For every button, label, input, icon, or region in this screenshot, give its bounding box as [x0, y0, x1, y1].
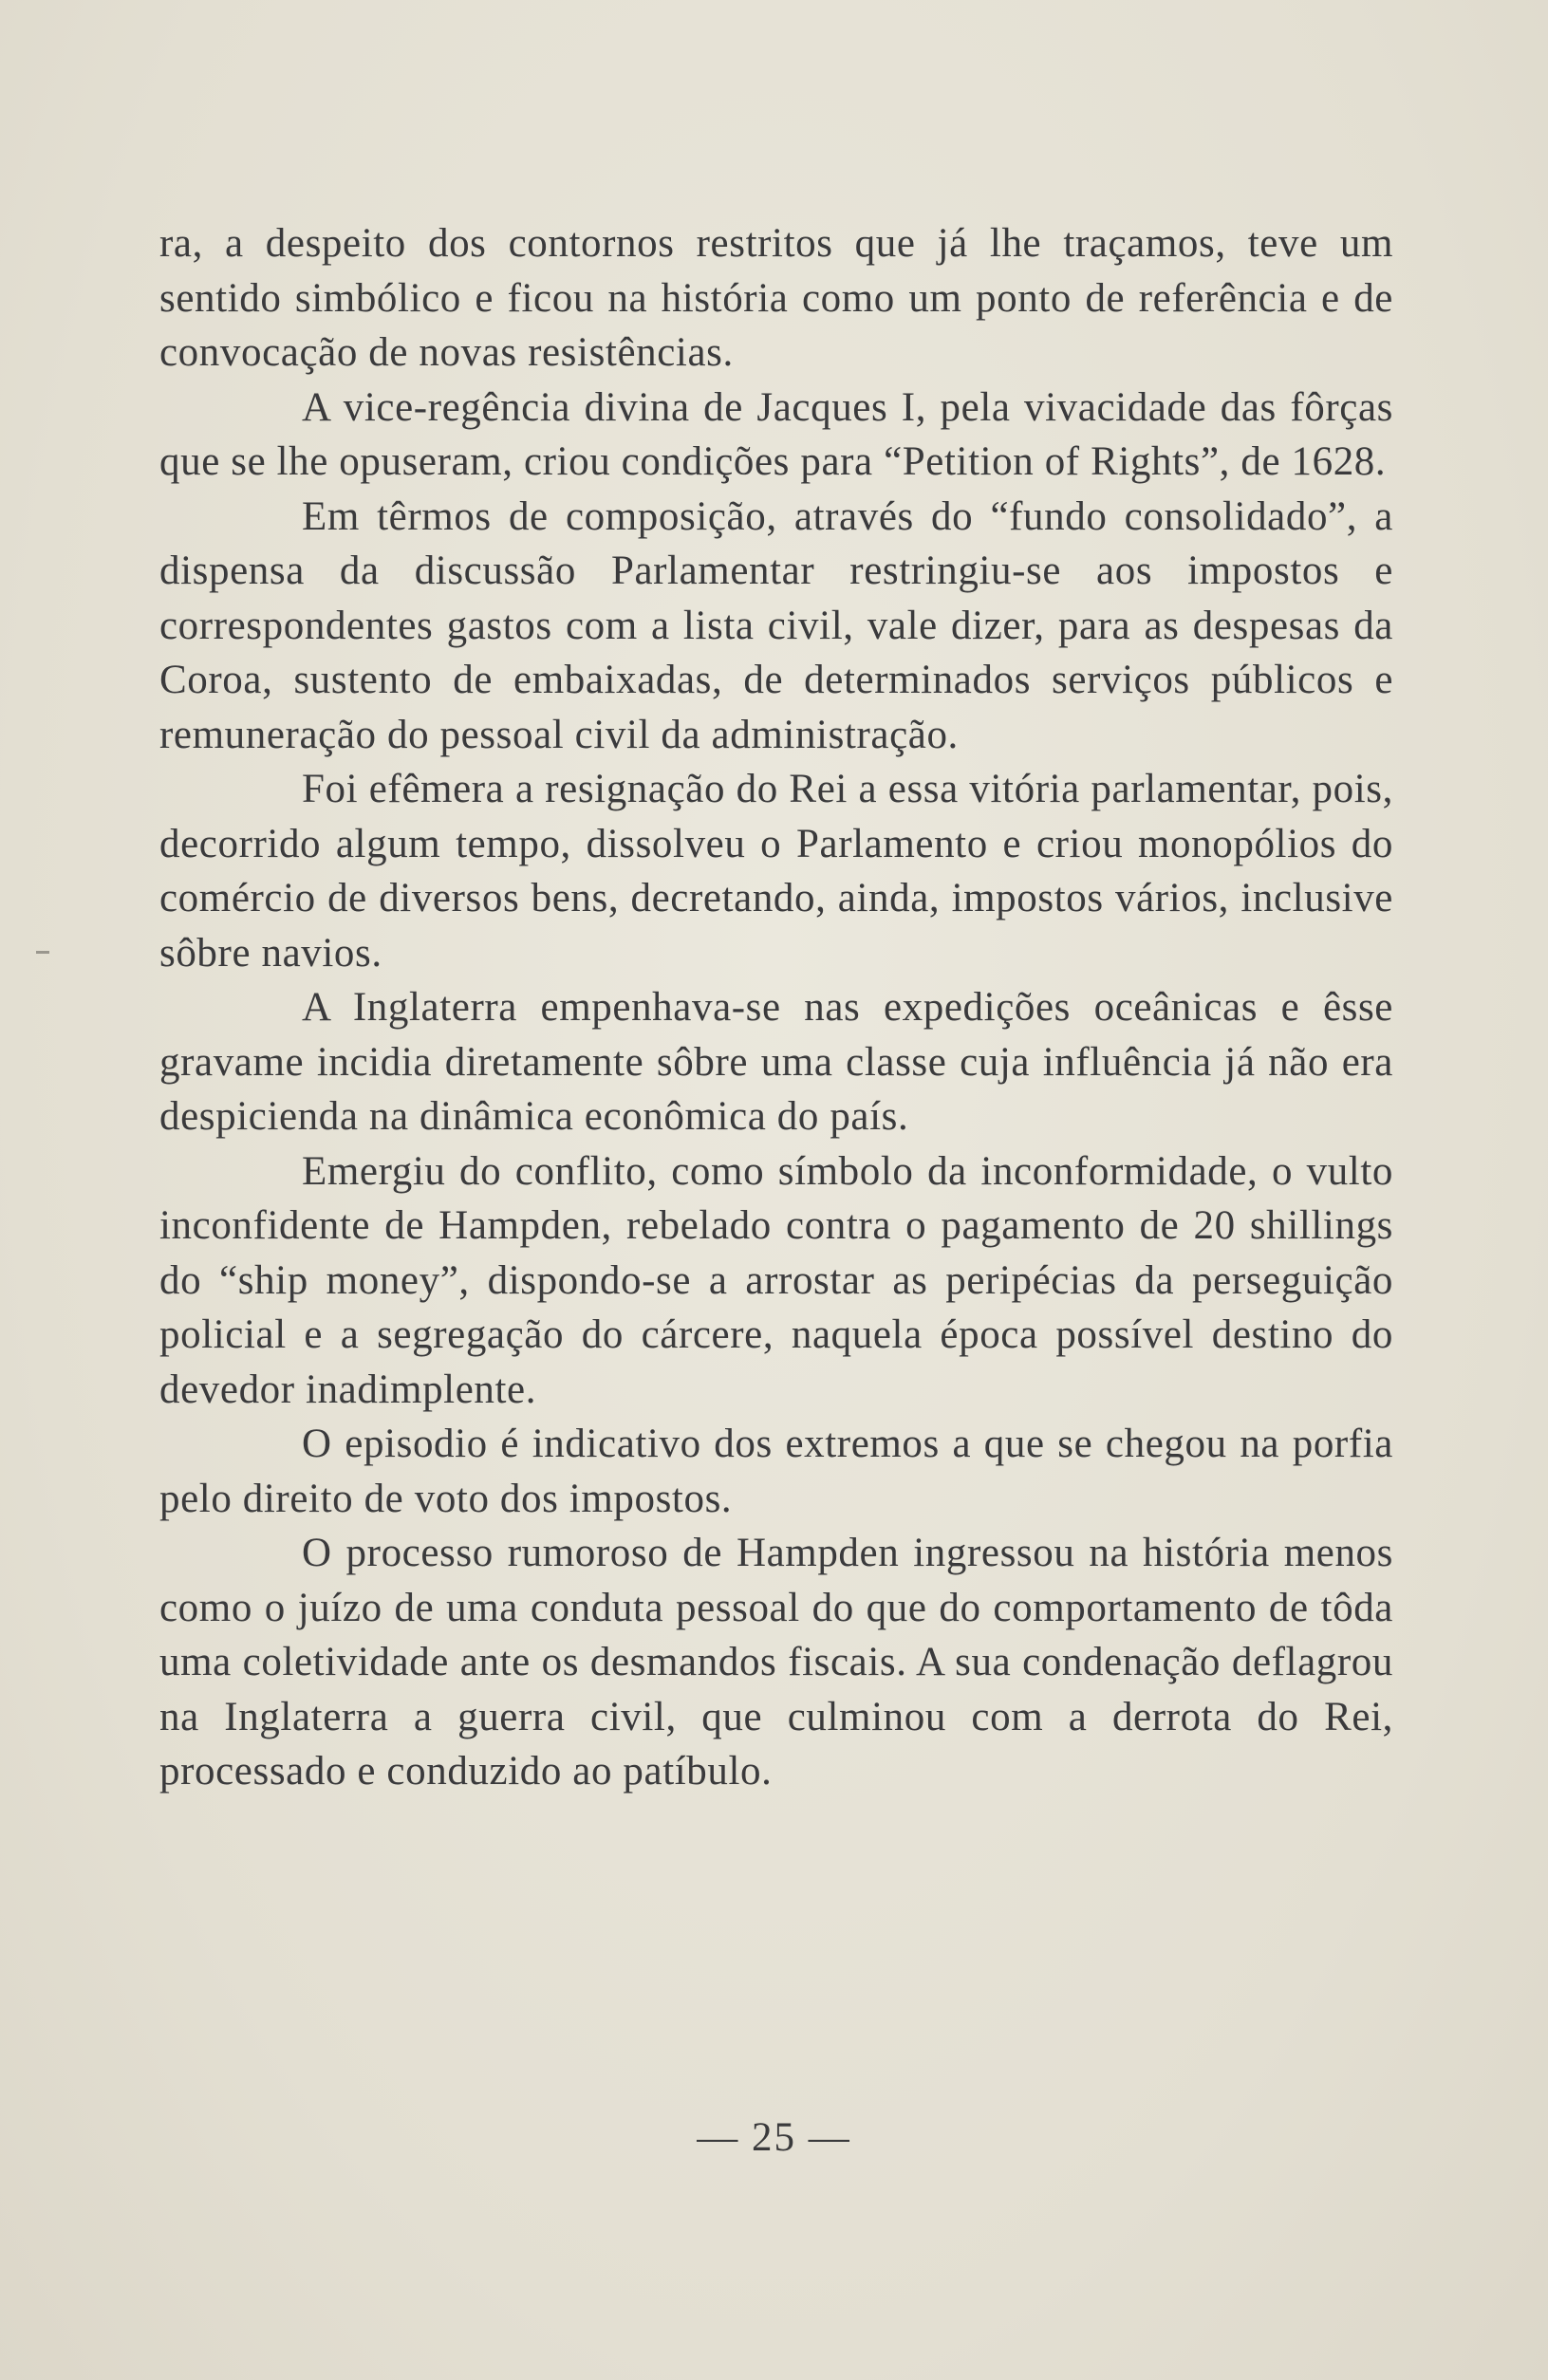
paragraph-7: O episodio é indicativo dos extremos a que se chegou na porfia pelo direito de voto dos impostos. — [159, 1422, 1393, 1521]
paragraph-4: Foi efêmera a resignação do Rei a essa vitória parlamentar, pois, decorrido algum tempo, dissolveu o Parlamento e criou monopólios do comércio de diversos bens, decretando, ainda, impostos vários, inclusive sôbre navios. — [159, 767, 1393, 976]
paragraph-8: O processo rumoroso de Hampden ingressou na história menos como o juízo de uma conduta pessoal do que do comportamento de tôda uma coletividade ante os desmandos fiscais. A sua condenação deflagrou na Inglaterra a guerra civil, que culminou com a derrota do Rei, processado e conduzido ao patíbulo. — [159, 1531, 1393, 1794]
paragraph-2: A vice-regência divina de Jacques I, pela vivacidade das fôrças que se lhe opuseram, criou condições para “Petition of Rights”, de 1628. — [159, 384, 1393, 484]
paragraph-3: Em têrmos de composição, através do “fundo consolidado”, a dispensa da discussão Parlamentar restringiu-se aos impostos e correspondentes gastos com a lista civil, vale dizer, para as despesas da Coroa, sustento de embaixadas, de determinados serviços públicos e remuneração do pessoal civil da administração. — [159, 493, 1393, 757]
paragraph-6: Emergiu do conflito, como símbolo da inconformidade, o vulto inconfidente de Hampden, rebelado contra o pagamento de 20 shillings do “ship money”, dispondo-se a arrostar as peripécias da perseguição policial e a segregação do cárcere, naquela época possível destino do devedor inadimplente. — [159, 1148, 1393, 1412]
body-text — [159, 216, 1393, 1799]
paragraph-1: ra, a despeito dos contornos restritos que já lhe traçamos, teve um sentido simbólico e ficou na história como um ponto de referência e de convocação de novas resistências. — [159, 221, 1393, 375]
margin-mark — [36, 951, 49, 954]
paragraph-5: A Inglaterra empenhava-se nas expedições oceânicas e êsse gravame incidia diretamente sôbre uma classe cuja influência já não era despicienda na dinâmica econômica do país. — [159, 985, 1393, 1139]
page-number: — 25 — — [697, 2115, 851, 2160]
